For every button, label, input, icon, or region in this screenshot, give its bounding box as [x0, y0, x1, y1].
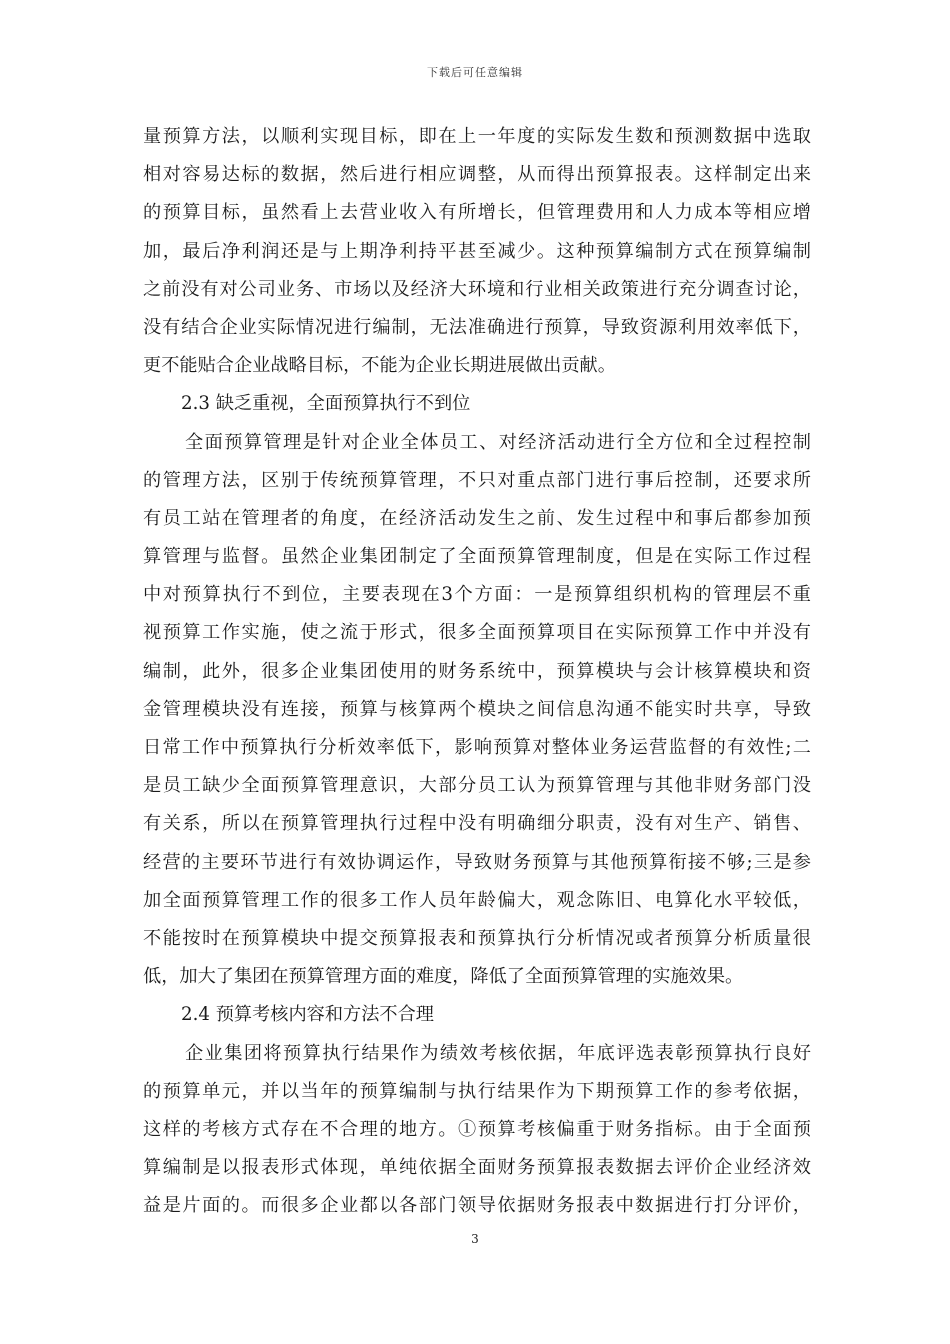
text-line: 加，最后净利润还是与上期净利持平甚至减少。这种预算编制方式在预算编制: [143, 240, 811, 262]
text-line: 中对预算执行不到位，主要表现在3个方面：一是预算组织机构的管理层不重: [143, 584, 811, 606]
text-line: 没有结合企业实际情况进行编制，无法准确进行预算，导致资源利用效率低下，: [143, 316, 811, 338]
text-line: 算管理与监督。虽然企业集团制定了全面预算管理制度，但是在实际工作过程: [143, 546, 811, 568]
text-line: 相对容易达标的数据，然后进行相应调整，从而得出预算报表。这样制定出来: [143, 164, 811, 186]
text-line: 经营的主要环节进行有效协调运作，导致财务预算与其他预算衔接不够;三是参: [143, 851, 811, 873]
text-line: 之前没有对公司业务、市场以及经济大环境和行业相关政策进行充分调查讨论，: [143, 278, 811, 300]
text-line: 这样的考核方式存在不合理的地方。①预算考核偏重于财务指标。由于全面预: [143, 1118, 811, 1140]
text-line: 有关系，所以在预算管理执行过程中没有明确细分职责，没有对生产、销售、: [143, 813, 811, 835]
text-line: 低，加大了集团在预算管理方面的难度，降低了全面预算管理的实施效果。: [143, 966, 744, 988]
page-header: 下载后可任意编辑: [427, 66, 523, 79]
text-line: 益是片面的。而很多企业都以各部门领导依据财务报表中数据进行打分评价，: [143, 1195, 811, 1217]
text-line: 是员工缺少全面预算管理意识，大部分员工认为预算管理与其他非财务部门没: [143, 775, 811, 797]
text-line: 的预算单元，并以当年的预算编制与执行结果作为下期预算工作的参考依据，: [143, 1080, 811, 1102]
text-line: 的管理方法，区别于传统预算管理，不只对重点部门进行事后控制，还要求所: [143, 469, 811, 491]
document-body: [143, 118, 811, 1225]
text-line: 全面预算管理是针对企业全体员工、对经济活动进行全方位和全过程控制: [185, 431, 811, 453]
page-number: 3: [471, 1232, 479, 1246]
text-line: 编制，此外，很多企业集团使用的财务系统中，预算模块与会计核算模块和资: [143, 660, 811, 682]
text-line: 的预算目标，虽然看上去营业收入有所增长，但管理费用和人力成本等相应增: [143, 202, 811, 224]
section-heading-2-3: 2.3 缺乏重视，全面预算执行不到位: [181, 393, 471, 415]
text-line: 不能按时在预算模块中提交预算报表和预算执行分析情况或者预算分析质量很: [143, 927, 811, 949]
section-heading-2-4: 2.4 预算考核内容和方法不合理: [181, 1004, 434, 1026]
text-line: 金管理模块没有连接，预算与核算两个模块之间信息沟通不能实时共享，导致: [143, 698, 811, 720]
text-line: 企业集团将预算执行结果作为绩效考核依据，年底评选表彰预算执行良好: [185, 1042, 811, 1064]
text-line: 日常工作中预算执行分析效率低下，影响预算对整体业务运营监督的有效性;二: [143, 737, 811, 758]
text-line: 量预算方法，以顺利实现目标，即在上一年度的实际发生数和预测数据中选取: [143, 126, 811, 147]
text-line: 算编制是以报表形式体现，单纯依据全面财务预算报表数据去评价企业经济效: [143, 1157, 811, 1179]
text-line: 视预算工作实施，使之流于形式，很多全面预算项目在实际预算工作中并没有: [143, 622, 811, 644]
text-line: 加全面预算管理工作的很多工作人员年龄偏大，观念陈旧、电算化水平较低，: [143, 889, 811, 911]
text-line: 有员工站在管理者的角度，在经济活动发生之前、发生过程中和事后都参加预: [143, 507, 811, 529]
text-line: 更不能贴合企业战略目标，不能为企业长期进展做出贡献。: [143, 355, 616, 377]
